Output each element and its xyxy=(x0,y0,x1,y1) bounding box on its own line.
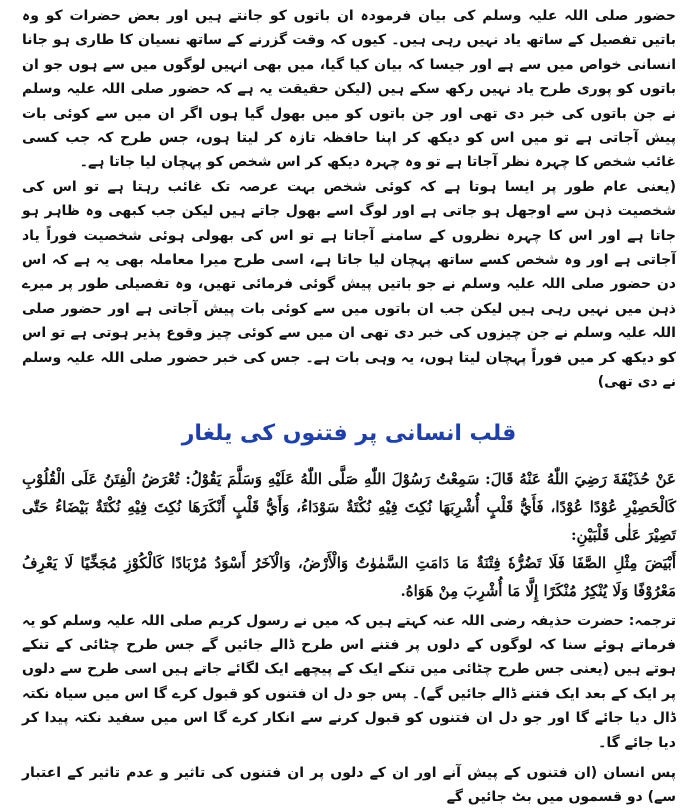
hadith-text-1: عَنْ حُذَيْفَةَ رَضِيَ اللّٰهُ عَنْهُ قَالَ: سَمِعْتُ رَسُوْلَ اللّٰهِ صَلَّى اللّٰهُ عَلَيْهِ وَسَلَّمَ يَقُوْلُ: تُعْرَضُ الْفِتَنُ عَلَى الْقُلُوْبِ كَالْحَصِيْرِ عُوْدًا عُوْدًا، فَأَيُّ قَلْبٍ أُشْرِبَهَا نُكِتَ فِيْهِ نُكْتَةٌ سَوْدَاءُ، وَأَيُّ قَلْبٍ أَنْكَرَهَا نُكِتَ فِيْهِ نُكْتَةٌ بَيْضَاءُ حَتّٰى تَصِيْرَ عَلٰى قَلْبَيْنِ: xyxy=(22,469,676,544)
closing-line: پس انسان (ان فتنوں کے پیش آنے اور ان کے دلوں پر ان فتنوں کی تاثیر و عدم تاثیر کے اعتبار سے) دو قسموں میں بٹ جائیں گے xyxy=(22,764,676,806)
body-paragraph-1: حضور صلی اللہ علیہ وسلم کی بیان فرمودہ ان باتوں کو جانتے ہیں اور بعض حضرات کو وہ باتیں تفصیل کے ساتھ یاد نہیں رہی ہیں۔ کیوں کہ وقت گزرنے کے ساتھ نسیان کا طاری ہو جانا انسانی خواص میں سے ہے اور جیسا کہ بیان کیا گیا، میں بھی انہیں لوگوں میں سے ہوں جو ان باتوں کو پوری طرح یاد نہیں رکھ سکے ہیں (لیکن حقیقت یہ ہے کہ حضور صلی اللہ علیہ وسلم نے جن باتوں کی خبر دی تھی اور جن باتوں کو میں بھول گیا ہوں اگر ان میں سے کوئی بات پیش آجاتی ہے تو میں اس کو دیکھ کر اپنا حافظہ تازہ کر لیتا ہوں، جس طرح کہ جب کسی غائب شخص کا چہرہ نظر آجاتا ہے تو وہ چہرہ دیکھ کر اس شخص کو پہچان لیا جاتا ہے۔ xyxy=(22,8,676,171)
body-paragraph-2: (یعنی عام طور پر ایسا ہوتا ہے کہ کوئی شخص بہت عرصہ تک غائب رہتا ہے تو اس کی شخصیت ذہن سے اوجھل ہو جاتی ہے اور لوگ اسے بھول جاتے ہیں لیکن جب کبھی وہ ظاہر ہو جاتا ہے اور اس کا چہرہ نظروں کے سامنے آجاتا ہے تو اس کی بھولی ہوئی شخصیت فوراً یاد آجاتی ہے اور وہ شخص کسے ساتھ پہچان لیا جاتا ہے، اسی طرح میرا معاملہ بھی یہ ہے کہ اس دن حضور صلی اللہ علیہ وسلم نے جو باتیں پیش گوئی فرمائی تھیں، وہ تفصیلی طور پر میرے ذہن میں نہیں رہی ہیں لیکن جب ان باتوں میں سے کوئی بات پیش آجاتی ہے اور حضور صلی اللہ علیہ وسلم نے جن چیزوں کی خبر دی تھی ان میں سے کوئی چیز وقوع پذیر ہوتی ہے تو اس کو دیکھ کر میں فوراً پہچان لیتا ہوں، یہ وہی بات ہے۔ جس کی خبر حضور صلی اللہ علیہ وسلم نے دی تھی) xyxy=(22,178,676,391)
section-heading: قلب انسانی پر فتنوں کی یلغار xyxy=(181,420,517,446)
translation-paragraph: ترجمہ: حضرت حذیفہ رضی اللہ عنہ کہتے ہیں کہ میں نے رسول کریم صلی اللہ علیہ وسلم کو یہ فرماتے ہوئے سنا کہ لوگوں کے دلوں پر فتنے اس طرح ڈالے جائیں گے جس طرح چٹائی کے تنکے ہوتے ہیں (یعنی جس طرح چٹائی میں تنکے ایک کے پیچھے ایک لگائے جاتے ہیں اسی طرح سے دلوں پر ایک کے بعد ایک فتنے ڈالے جائیں گے)۔ پس جو دل ان فتنوں کو قبول کرے گا اس میں سیاہ نکتہ ڈال دیا جائے گا اور جو دل ان فتنوں کو قبول کرنے سے انکار کرے گا اس میں سفید نکتہ پیدا کر دیا جائے گا۔ xyxy=(22,612,676,751)
hadith-text-2: أَبْيَضَ مِثْلِ الصَّفَا فَلَا تَضُرُّهٗ فِتْنَةٌ مَا دَامَتِ السَّمٰوٰتُ وَالْأَرْضُ، وَالْآخَرُ أَسْوَدُ مُرْبَادًا كَالْكُوْزِ مُجَخِّيًا لَا يَعْرِفُ مَعْرُوْفًا وَلَا يُنْكِرُ مُنْكَرًا إِلَّا مَا أُشْرِبَ مِنْ هَوَاهُ. xyxy=(22,553,676,600)
